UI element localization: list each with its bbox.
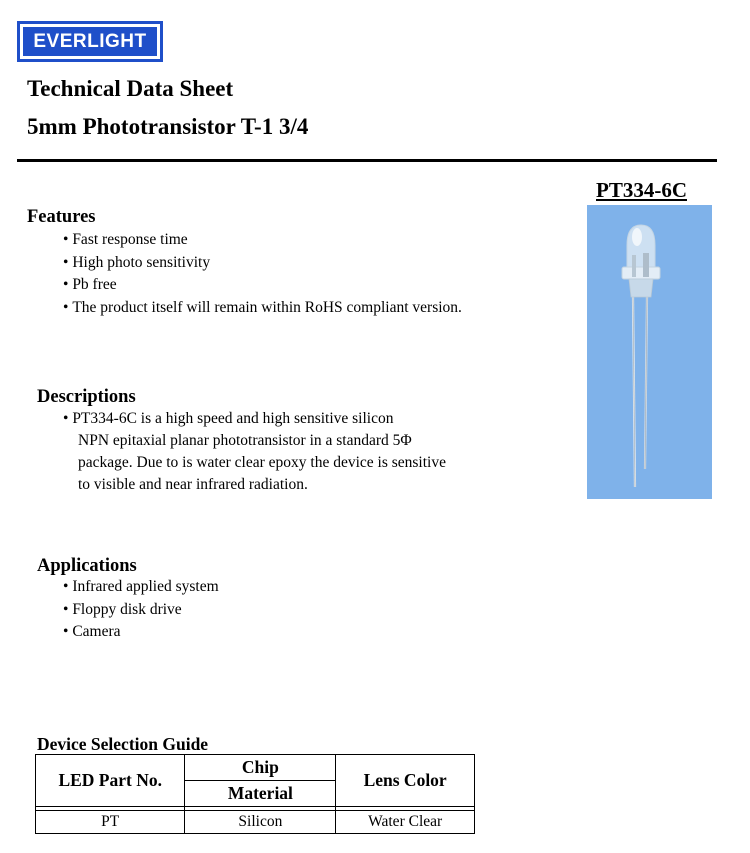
header-material: Material xyxy=(185,781,336,807)
description-line: NPN epitaxial planar phototransistor in a standard 5Φ xyxy=(78,432,412,449)
header-chip: Chip xyxy=(185,755,336,781)
cell-lens-color: Water Clear xyxy=(336,811,475,834)
list-item: • High photo sensitivity xyxy=(63,252,462,275)
header-divider xyxy=(17,159,717,162)
list-item: • Floppy disk drive xyxy=(63,599,219,622)
applications-list xyxy=(63,576,219,644)
list-item: • Pb free xyxy=(63,274,462,297)
selection-guide-heading: Device Selection Guide xyxy=(37,734,209,754)
list-item: • Infrared applied system xyxy=(63,576,219,599)
document-title: Technical Data Sheet xyxy=(27,76,234,101)
description-paragraph xyxy=(63,408,446,496)
product-title: 5mm Phototransistor T-1 3/4 xyxy=(27,114,309,139)
logo-text: EVERLIGHT xyxy=(23,27,157,56)
features-list xyxy=(63,229,462,319)
list-item: • Fast response time xyxy=(63,229,462,252)
features-heading: Features xyxy=(27,207,96,227)
description-line: to visible and near infrared radiation. xyxy=(78,476,308,493)
header-part-no: LED Part No. xyxy=(36,755,185,807)
table-row xyxy=(36,811,475,834)
description-line: • PT334-6C is a high speed and high sensitive silicon xyxy=(63,408,446,430)
phototransistor-illustration xyxy=(587,205,712,499)
product-photo xyxy=(587,205,712,499)
description-line: package. Due to is water clear epoxy the device is sensitive xyxy=(78,454,446,471)
everlight-logo xyxy=(17,21,163,62)
list-item: • Camera xyxy=(63,621,219,644)
descriptions-heading: Descriptions xyxy=(37,387,136,407)
header-lens-color: Lens Color xyxy=(336,755,475,807)
device-selection-table xyxy=(35,754,475,834)
list-item: • The product itself will remain within RoHS compliant version. xyxy=(63,297,462,320)
part-number: PT334-6C xyxy=(596,178,687,202)
cell-part-no: PT xyxy=(36,811,185,834)
applications-heading: Applications xyxy=(37,556,137,576)
cell-material: Silicon xyxy=(185,811,336,834)
